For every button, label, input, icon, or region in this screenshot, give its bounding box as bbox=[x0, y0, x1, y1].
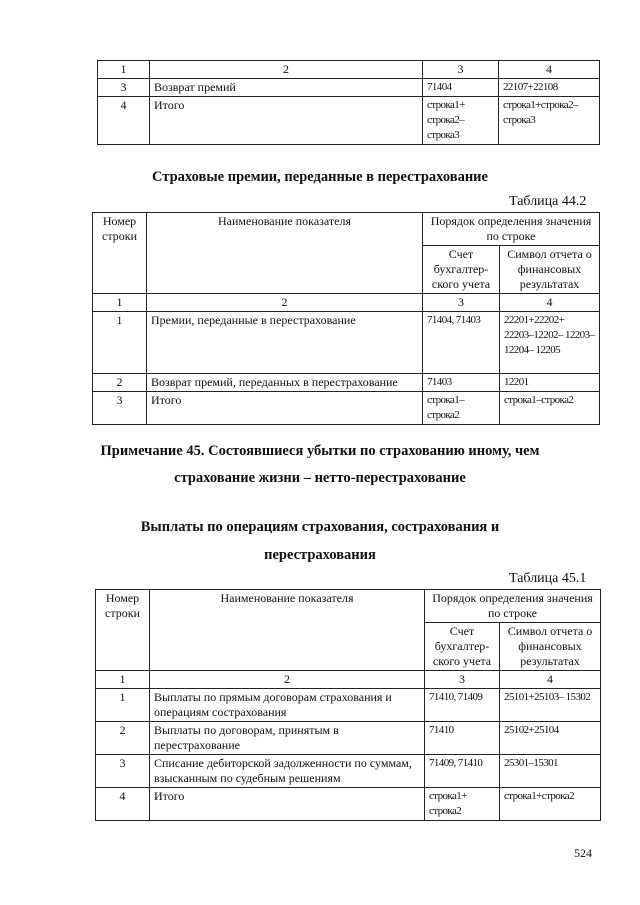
table-top-continuation bbox=[97, 60, 600, 145]
header-indicator: Наименование показателя bbox=[147, 213, 423, 294]
cell: Итого bbox=[147, 392, 423, 425]
colnum: 3 bbox=[423, 294, 500, 312]
section-heading: Страховые премии, переданные в перестрахование bbox=[152, 169, 488, 185]
cell: 3 bbox=[96, 755, 150, 788]
table-row bbox=[98, 61, 600, 79]
note-heading-line1: Примечание 45. Состоявшиеся убытки по страхованию иному, чем bbox=[100, 443, 540, 459]
cell: 71410, 71409 bbox=[425, 689, 500, 722]
cell: Итого bbox=[150, 788, 425, 821]
cell: 71403 bbox=[423, 374, 500, 392]
cell: 2 bbox=[150, 61, 423, 79]
table-45-1 bbox=[95, 589, 601, 821]
header-row bbox=[96, 590, 601, 623]
cell: 2 bbox=[96, 722, 150, 755]
header-row bbox=[93, 213, 600, 246]
cell: строка1+ строка2 bbox=[425, 788, 500, 821]
header-procedure: Порядок определения значения по строке bbox=[425, 590, 601, 623]
cell: 1 bbox=[98, 61, 150, 79]
table-row bbox=[93, 392, 600, 425]
cell: 71409, 71410 bbox=[425, 755, 500, 788]
cell: 4 bbox=[96, 788, 150, 821]
header-account: Счет бухгалтер- ского учета bbox=[423, 246, 500, 294]
cell: Возврат премий, переданных в перестрахование bbox=[147, 374, 423, 392]
column-number-row bbox=[96, 671, 601, 689]
page-number: 524 bbox=[574, 846, 592, 860]
cell: 1 bbox=[96, 689, 150, 722]
cell: 2 bbox=[93, 374, 147, 392]
cell: Возврат премий bbox=[150, 79, 423, 97]
table-row bbox=[96, 722, 601, 755]
header-row-number: Номер строки bbox=[96, 590, 150, 671]
table-label: Таблица 44.2 bbox=[509, 194, 587, 209]
colnum: 4 bbox=[500, 671, 601, 689]
table-row bbox=[98, 97, 600, 145]
cell: 25101+25103– 15302 bbox=[500, 689, 601, 722]
cell: 3 bbox=[93, 392, 147, 425]
colnum: 2 bbox=[147, 294, 423, 312]
cell: 1 bbox=[93, 312, 147, 374]
colnum: 4 bbox=[500, 294, 600, 312]
cell: 25102+25104 bbox=[500, 722, 601, 755]
cell: 22201+22202+ 22203–12202– 12203–12204– 12205 bbox=[500, 312, 600, 374]
table-row bbox=[96, 689, 601, 722]
table-44-2 bbox=[92, 212, 600, 425]
colnum: 2 bbox=[150, 671, 425, 689]
cell: 3 bbox=[423, 61, 499, 79]
note-heading-line2: страхование жизни – нетто-перестрахование bbox=[174, 470, 466, 486]
cell: 3 bbox=[98, 79, 150, 97]
header-procedure: Порядок определения значения по строке bbox=[423, 213, 600, 246]
header-row-number: Номер строки bbox=[93, 213, 147, 294]
header-symbol: Символ отчета о финансовых результатах bbox=[500, 246, 600, 294]
cell: 71404, 71403 bbox=[423, 312, 500, 374]
section-heading-line2: перестрахования bbox=[264, 547, 376, 563]
cell: 4 bbox=[499, 61, 600, 79]
cell: строка1+строка2– строка3 bbox=[499, 97, 600, 145]
header-symbol: Символ отчета о финансовых результатах bbox=[500, 623, 601, 671]
header-indicator: Наименование показателя bbox=[150, 590, 425, 671]
table-row bbox=[96, 788, 601, 821]
colnum: 3 bbox=[425, 671, 500, 689]
cell: строка1– строка2 bbox=[423, 392, 500, 425]
table-row bbox=[96, 755, 601, 788]
table-row bbox=[93, 374, 600, 392]
colnum: 1 bbox=[93, 294, 147, 312]
cell: строка1+строка2 bbox=[500, 788, 601, 821]
cell: Премии, переданные в перестрахование bbox=[147, 312, 423, 374]
cell: 71404 bbox=[423, 79, 499, 97]
cell: 12201 bbox=[500, 374, 600, 392]
section-heading-line1: Выплаты по операциям страхования, сострахования и bbox=[140, 519, 500, 535]
table-row bbox=[93, 312, 600, 374]
table-label: Таблица 45.1 bbox=[509, 571, 587, 586]
cell: 4 bbox=[98, 97, 150, 145]
cell: 25301–15301 bbox=[500, 755, 601, 788]
column-number-row bbox=[93, 294, 600, 312]
cell: строка1+ строка2– строка3 bbox=[423, 97, 499, 145]
cell: 71410 bbox=[425, 722, 500, 755]
colnum: 1 bbox=[96, 671, 150, 689]
cell: Итого bbox=[150, 97, 423, 145]
cell: Выплаты по прямым договорам страхования и операциям сострахования bbox=[150, 689, 425, 722]
cell: 22107+22108 bbox=[499, 79, 600, 97]
cell: строка1–строка2 bbox=[500, 392, 600, 425]
cell: Выплаты по договорам, принятым в перестрахование bbox=[150, 722, 425, 755]
cell: Списание дебиторской задолженности по суммам, взысканным по судебным решениям bbox=[150, 755, 425, 788]
header-account: Счет бухгалтер- ского учета bbox=[425, 623, 500, 671]
table-row bbox=[98, 79, 600, 97]
